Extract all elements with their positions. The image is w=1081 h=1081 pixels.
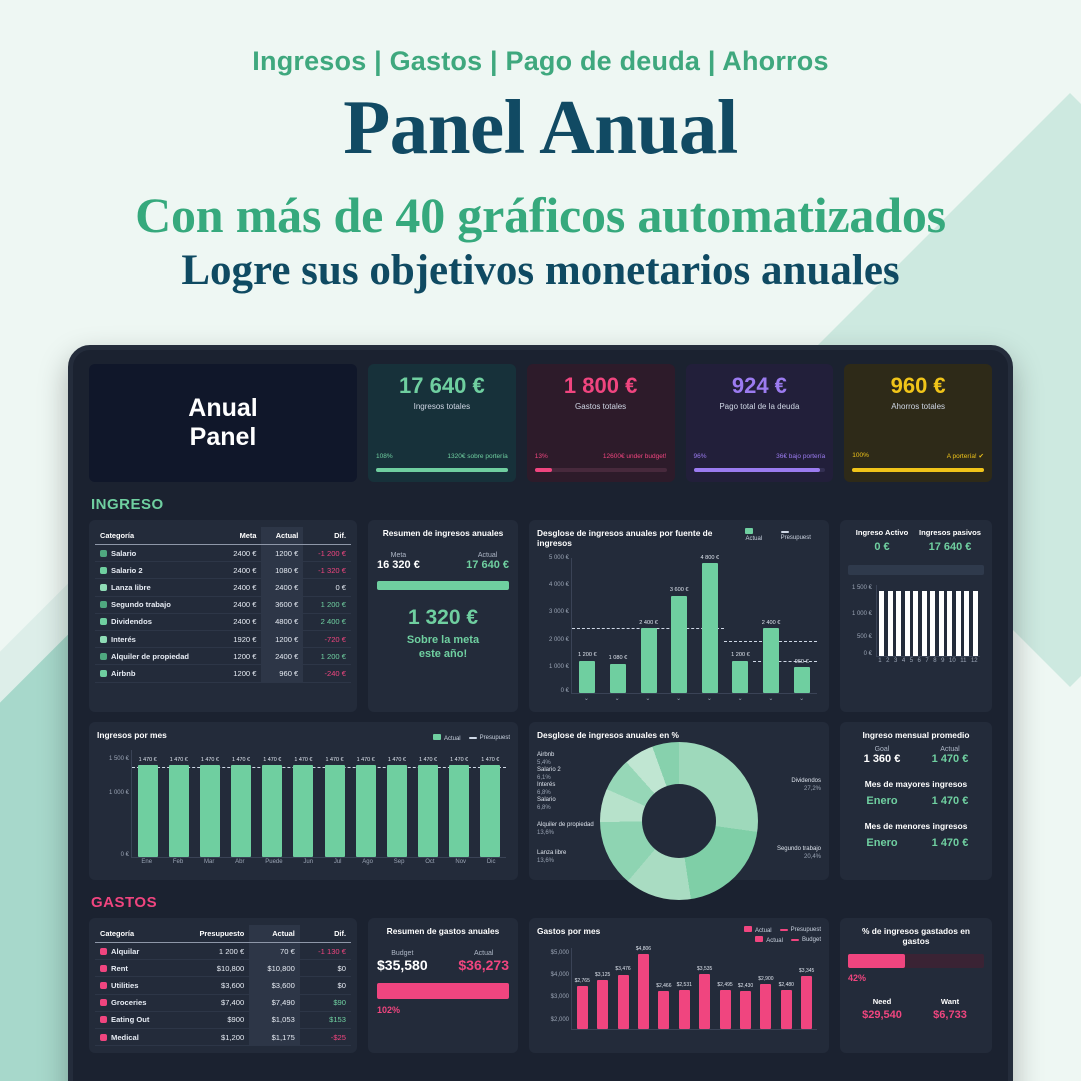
promo-header [0, 0, 1081, 295]
cell-dif: $0 [300, 977, 351, 994]
goal-label: Goal [874, 746, 890, 753]
kpi-percent: 100% [852, 452, 869, 459]
table-row [95, 1011, 351, 1028]
cell-budget: $900 [175, 1011, 249, 1028]
bar-group: 1 200 € [579, 558, 595, 693]
cell-actual: $1,175 [249, 1028, 300, 1045]
cell-dif: -240 € [303, 665, 351, 682]
cell-budget: $7,400 [175, 994, 249, 1011]
actual-label: Actual [940, 746, 960, 753]
cell-dif: 2 400 € [303, 613, 351, 630]
expense-pct-card [840, 918, 992, 1053]
expense-by-month-title: Gastos por mes [537, 926, 601, 936]
bar-group: 2 400 € [641, 558, 657, 693]
expense-by-month-card [529, 918, 829, 1053]
table-header-row [95, 925, 351, 943]
chart-legend [433, 730, 510, 746]
expense-progress-bar [377, 983, 509, 999]
income-table-card [89, 520, 357, 712]
y-axis: 1 500 € 1 000 € 500 € 0 € [851, 584, 872, 657]
passive-income-label: Ingresos pasivos [918, 528, 982, 537]
monthly-average-card [840, 722, 992, 880]
page-title: Panel Anual [343, 84, 738, 170]
table-row [95, 960, 351, 977]
budget-value: $35,580 [377, 957, 428, 973]
kpi-card-savings[interactable] [844, 364, 992, 482]
donut-label-dividends: Dividendos 27,2% [791, 778, 821, 792]
cell-dif: $90 [300, 994, 351, 1011]
cell-dif: -720 € [303, 630, 351, 647]
donut-label-left: Airbnb 5,4% Salario 2 6,1% Interés 6,8% Salario 6,8% [537, 752, 561, 811]
lowest-month-title: Mes de menores ingresos [864, 821, 968, 831]
x-axis-labels: Ene Feb Mar Abr Puede Jun Jul Ago Sep Oct Nov Dic [141, 859, 496, 865]
income-source-bar-chart [537, 554, 821, 708]
bar-group: 960 € [794, 558, 810, 693]
income-by-month-title: Ingresos por mes [97, 730, 167, 740]
brand-line-2: Panel [189, 423, 257, 451]
cell-dif: 1 200 € [303, 596, 351, 613]
income-by-month-bar-chart [97, 750, 510, 872]
cell-budget: 1 200 € [175, 943, 249, 960]
cell-meta: 1920 € [220, 630, 262, 647]
active-income-label: Ingreso Activo [855, 528, 909, 537]
col-dif: Dif. [300, 925, 351, 943]
cell-budget: $3,600 [175, 977, 249, 994]
cell-dif: $0 [300, 960, 351, 977]
meta-value: 16 320 € [377, 559, 420, 571]
cell-meta: 2400 € [220, 613, 262, 630]
expense-pct-title: % de ingresos gastados en gastos [862, 926, 970, 946]
cell-actual: 1080 € [261, 562, 303, 579]
kpi-row [89, 364, 992, 482]
section-title-income: INGRESO [91, 496, 164, 513]
section-title-expenses: GASTOS [91, 894, 158, 911]
cell-meta: 2400 € [220, 545, 262, 562]
kpi-note: 1320€ sobre portería [447, 453, 508, 460]
kpi-percent: 96% [693, 453, 707, 460]
lowest-month: Enero [866, 837, 898, 849]
income-summary-card [368, 520, 518, 712]
kpi-label: Pago total de la deuda [719, 402, 800, 411]
cell-dif: -1 130 € [300, 943, 351, 960]
monthly-avg-title: Ingreso mensual promedio [862, 730, 970, 740]
want-value: $6,733 [933, 1009, 967, 1021]
cell-category: Lanza libre [111, 582, 151, 592]
kpi-value: 1 800 € [563, 373, 638, 398]
kpi-value: 960 € [890, 373, 946, 398]
cell-budget: $1,200 [175, 1028, 249, 1045]
kpi-label: Ingresos totales [413, 402, 471, 411]
cell-actual: 70 € [249, 943, 300, 960]
need-label: Need [872, 997, 892, 1006]
income-by-month-card [89, 722, 518, 880]
active-income-value: 0 € [874, 541, 890, 553]
cell-category: Utilities [111, 980, 139, 990]
col-category: Categoría [95, 925, 175, 943]
expense-percent: 102% [377, 1005, 401, 1015]
cell-actual: $7,490 [249, 994, 300, 1011]
table-row [95, 613, 351, 630]
header-subtitle-2: Logre sus objetivos monetarios anuales [181, 246, 900, 294]
cell-actual: 1200 € [261, 630, 303, 647]
cell-category: Salario 2 [111, 565, 143, 575]
cell-actual: 4800 € [261, 613, 303, 630]
actual-label: Actual [473, 950, 494, 957]
kpi-percent: 108% [376, 453, 393, 460]
table-row [95, 977, 351, 994]
col-dif: Dif. [303, 527, 351, 545]
legend-item-budget: Presupuest [469, 735, 510, 741]
header-kicker: Ingresos | Gastos | Pago de deuda | Ahorros [252, 46, 829, 76]
income-over-goal-sub2: este año! [418, 647, 468, 660]
cell-category: Dividendos [111, 617, 152, 627]
kpi-note: A portería! ✔ [946, 453, 984, 460]
income-donut-chart [600, 742, 758, 900]
table-row [95, 596, 351, 613]
donut-label-second-job: Segundo trabajo 20,4% [776, 846, 821, 860]
kpi-label: Gastos totales [575, 402, 627, 411]
cell-actual: 2400 € [261, 579, 303, 596]
col-category: Categoría [95, 527, 220, 545]
meta-label: Meta [390, 552, 407, 559]
passive-income-monthly-chart [848, 585, 984, 671]
cell-budget: $10,800 [175, 960, 249, 977]
legend-item-actual: Actual [745, 528, 772, 542]
x-axis-labels: ⌄ ⌄ ⌄ ⌄ ⌄ ⌄ ⌄ ⌄ [583, 696, 805, 702]
cell-actual: 3600 € [261, 596, 303, 613]
chart-legend [745, 528, 821, 542]
plot-area: 1 470 € 1 470 € 1 470 € 1 470 € 1 470 € 1 470 € 1 470 € 1 470 € 1 470 € 1 470 € 1 470 € 1 470 € [131, 750, 506, 858]
expense-pct-value: 42% [848, 973, 867, 983]
income-row-2 [89, 722, 992, 880]
dashboard-brand [89, 364, 357, 482]
actual-label: Actual [477, 552, 498, 559]
cell-category: Medical [111, 1032, 139, 1042]
expense-table-card [89, 918, 357, 1053]
table-row [95, 545, 351, 562]
cell-dif: -1 200 € [303, 545, 351, 562]
header-subtitle-1: Con más de 40 gráficos automatizados [135, 186, 946, 243]
table-row [95, 1028, 351, 1045]
col-actual: Actual [261, 527, 303, 545]
income-source-chart-title: Desglose de ingresos anuales por fuente de ingresos [537, 528, 713, 548]
cell-actual: $1,053 [249, 1011, 300, 1028]
income-pct-title: Desglose de ingresos anuales en % [537, 730, 679, 740]
income-pct-donut-card [529, 722, 829, 880]
cell-category: Segundo trabajo [111, 600, 171, 610]
expense-summary-title: Resumen de gastos anuales [386, 926, 500, 936]
cell-meta: 2400 € [220, 579, 262, 596]
cell-category: Alquilar [111, 946, 140, 956]
highest-month-value: 1 470 € [931, 795, 969, 807]
legend-item-actual: Actual [433, 734, 461, 742]
cell-meta: 2400 € [220, 562, 262, 579]
cell-dif: -$25 [300, 1028, 351, 1045]
kpi-note: 36€ bajo portería [776, 453, 826, 460]
col-actual: Actual [249, 925, 300, 943]
cell-dif: $153 [300, 1011, 351, 1028]
income-row-1 [89, 520, 992, 712]
cell-dif: -1 320 € [303, 562, 351, 579]
kpi-label: Ahorros totales [891, 402, 946, 411]
table-row [95, 562, 351, 579]
x-axis-labels: 1 2 3 4 5 6 7 8 9 10 11 12 [878, 658, 978, 664]
table-header-row [95, 527, 351, 545]
kpi-percent: 13% [534, 453, 548, 460]
expense-row-1 [89, 918, 992, 1053]
income-over-goal-value: 1 320 € [407, 606, 479, 629]
chart-legend-row-1: Actual Presupuest [744, 926, 821, 934]
passive-income-value: 17 640 € [928, 541, 972, 553]
kpi-card-income[interactable] [368, 364, 516, 482]
highest-month-title: Mes de mayores ingresos [864, 779, 968, 789]
income-over-goal-sub1: Sobre la meta [406, 634, 480, 646]
active-passive-income-card [840, 520, 992, 712]
plot-area [876, 585, 980, 657]
kpi-note: 12600€ under budget! [602, 453, 667, 460]
cell-category: Groceries [111, 998, 147, 1008]
donut-label-freelance: Lanza libre 13,6% [537, 850, 567, 864]
actual-value: $36,273 [458, 957, 509, 973]
bar-group: 1 080 € [610, 558, 626, 693]
cell-actual: $10,800 [249, 960, 300, 977]
col-budget: Presupuesto [175, 925, 249, 943]
goal-value: 1 360 € [863, 753, 901, 765]
kpi-card-expenses[interactable] [527, 364, 675, 482]
cell-meta: 1200 € [220, 648, 262, 665]
kpi-value: 17 640 € [399, 373, 485, 398]
cell-actual: 2400 € [261, 648, 303, 665]
highest-month: Enero [866, 795, 898, 807]
cell-category: Salario [111, 548, 137, 558]
income-summary-title: Resumen de ingresos anuales [382, 528, 504, 538]
y-axis: 0 € 1 000 € 2 000 € 3 000 € 4 000 € 5 000 € [548, 555, 569, 694]
table-row [95, 665, 351, 682]
income-progress-bar [377, 581, 509, 590]
dashboard-frame [68, 345, 1013, 1081]
expense-summary-card [368, 918, 518, 1053]
active-passive-bar [848, 565, 984, 575]
cell-category: Interés [111, 634, 136, 644]
bar-group: 1 200 € [732, 558, 748, 693]
bar-group: 2 400 € [763, 558, 779, 693]
plot-area [571, 554, 817, 694]
table-row [95, 994, 351, 1011]
actual-value: 17 640 € [466, 559, 509, 571]
cell-category: Eating Out [111, 1015, 150, 1025]
expense-by-month-bar-chart [537, 948, 821, 1044]
need-value: $29,540 [862, 1009, 902, 1021]
y-axis: 1 500 € 1 000 € 0 € [108, 755, 129, 858]
bar-group: 3 600 € [671, 558, 687, 693]
budget-label: Budget [391, 950, 414, 957]
kpi-value: 924 € [731, 373, 787, 398]
cell-meta: 2400 € [220, 596, 262, 613]
cell-dif: 1 200 € [303, 648, 351, 665]
expense-table [95, 925, 351, 1046]
cell-category: Rent [111, 963, 128, 973]
cell-category: Airbnb [111, 668, 136, 678]
table-row [95, 943, 351, 960]
y-axis: $5,000 $4,000 $3,000 $2,000 [550, 949, 569, 1024]
want-label: Want [940, 997, 960, 1006]
chart-legend-row-2: Actual Budget [755, 936, 821, 944]
plot-area: $2,765 $3,125 $3,476 $4,806 $2,466 $2,531 $3,535 $2,495 $2,430 $2,900 $2,480 $3,345 [571, 948, 817, 1030]
income-table [95, 527, 351, 683]
cell-category: Alquiler de propiedad [111, 651, 190, 661]
table-row [95, 630, 351, 647]
legend-item-budget: Presupuest [781, 529, 821, 541]
table-row [95, 579, 351, 596]
income-source-chart-card [529, 520, 829, 712]
cell-actual: 1200 € [261, 545, 303, 562]
brand-line-1: Anual [188, 394, 258, 423]
lowest-month-value: 1 470 € [931, 837, 969, 849]
cell-actual: 960 € [261, 665, 303, 682]
cell-meta: 1200 € [220, 665, 262, 682]
table-row [95, 648, 351, 665]
donut-label-rent: Alquiler de propiedad 13,6% [537, 822, 594, 836]
cell-dif: 0 € [303, 579, 351, 596]
bar-group: 4 800 € [702, 558, 718, 693]
cell-actual: $3,600 [249, 977, 300, 994]
actual-value: 1 470 € [931, 753, 969, 765]
kpi-card-debt[interactable] [686, 364, 834, 482]
col-meta: Meta [220, 527, 262, 545]
